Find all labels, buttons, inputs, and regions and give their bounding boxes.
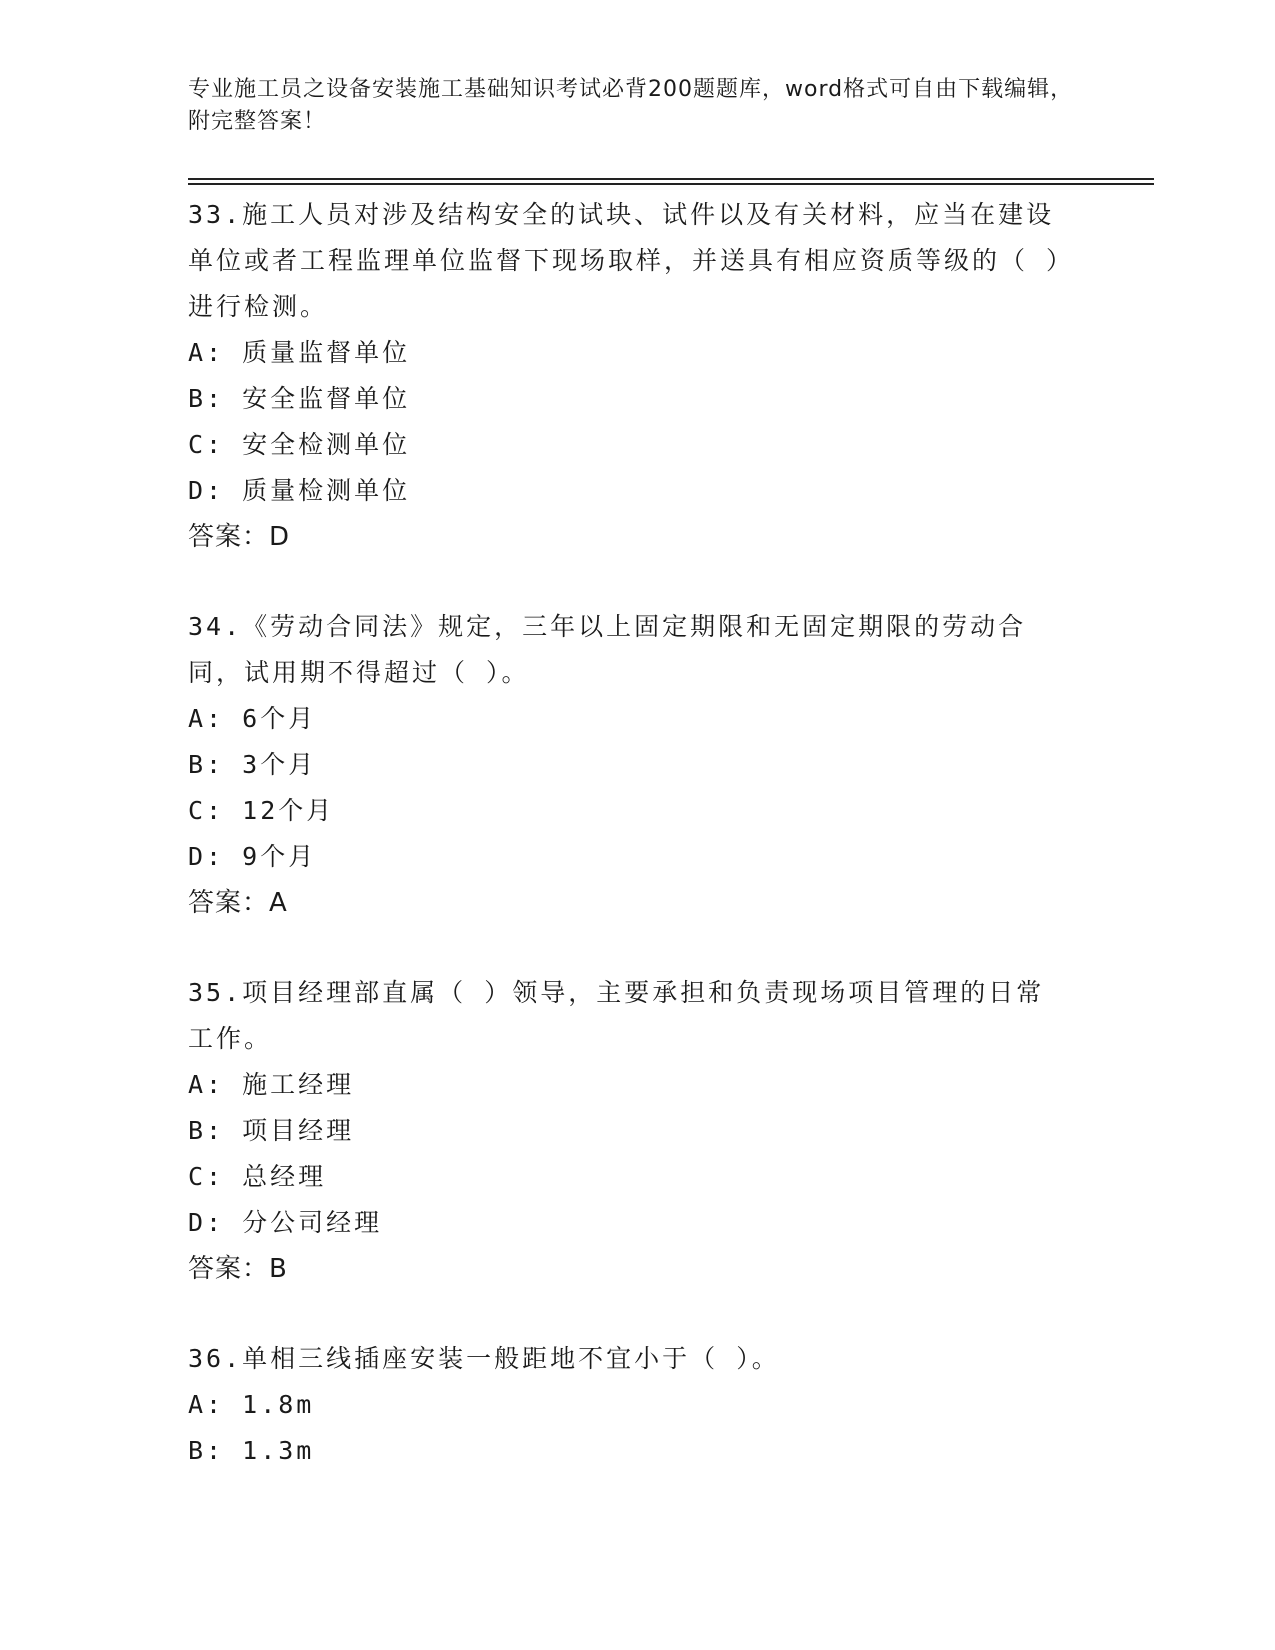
option-c: C: 总经理	[188, 1162, 327, 1191]
option-d: D: 9个月	[188, 842, 317, 871]
option-d: D: 质量检测单位	[188, 476, 411, 505]
question-list	[188, 192, 1088, 1518]
option-a: A: 施工经理	[188, 1070, 355, 1099]
answer-line: 答案：D	[188, 522, 291, 552]
option-b: B: 安全监督单位	[188, 384, 411, 413]
answer-line: 答案：B	[188, 1254, 288, 1284]
answer-line: 答案：A	[188, 888, 288, 918]
option-a: A: 1.8m	[188, 1390, 315, 1419]
option-a: A: 质量监督单位	[188, 338, 411, 367]
option-c: C: 安全检测单位	[188, 430, 411, 459]
option-b: B: 3个月	[188, 750, 317, 779]
question-text: 36.单相三线插座安装一般距地不宜小于（ ）。	[188, 1344, 780, 1373]
question-34	[188, 604, 1088, 926]
header-divider-top	[188, 178, 1154, 180]
option-c: C: 12个月	[188, 796, 335, 825]
question-35	[188, 970, 1088, 1292]
document-header: 专业施工员之设备安装施工基础知识考试必背200题题库，word格式可自由下载编辑，附完整答案！	[188, 77, 1074, 134]
header-divider-bottom	[188, 183, 1154, 185]
option-b: B: 项目经理	[188, 1116, 355, 1145]
option-d: D: 分公司经理	[188, 1208, 383, 1237]
question-33	[188, 192, 1088, 560]
question-36	[188, 1336, 1088, 1474]
question-text: 35.项目经理部直属（ ）领导，主要承担和负责现场项目管理的日常工作。	[188, 978, 1045, 1053]
question-text: 34.《劳动合同法》规定，三年以上固定期限和无固定期限的劳动合同，试用期不得超过（ ）。	[188, 612, 1027, 687]
question-text: 33.施工人员对涉及结构安全的试块、试件以及有关材料，应当在建设单位或者工程监理单位监督下现场取样，并送具有相应资质等级的（ ）进行检测。	[188, 200, 1062, 321]
option-b: B: 1.3m	[188, 1436, 315, 1465]
option-a: A: 6个月	[188, 704, 317, 733]
